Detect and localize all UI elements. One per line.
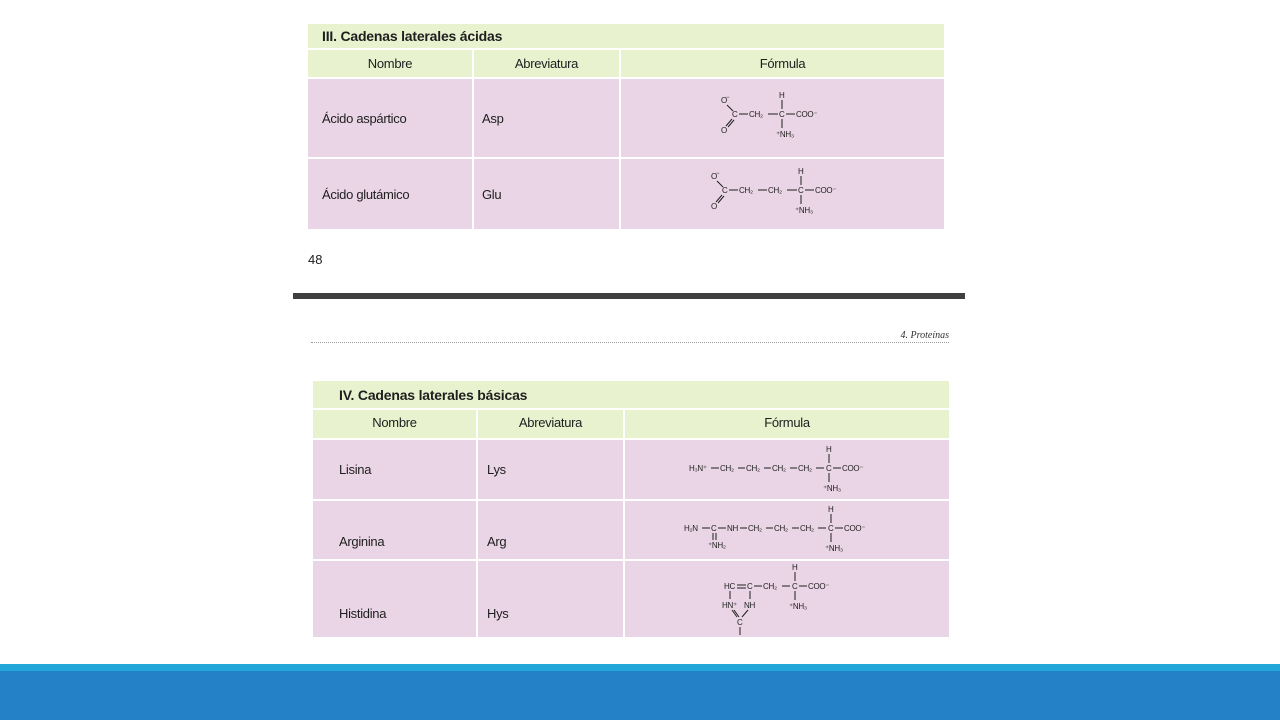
formula-atom: H bbox=[828, 505, 834, 514]
formula-cell bbox=[625, 440, 949, 499]
header-formula: Fórmula bbox=[625, 410, 949, 438]
amino-acid-name: Arginina bbox=[313, 501, 478, 559]
footer-band bbox=[0, 664, 1280, 720]
formula-atom: C bbox=[828, 524, 834, 533]
amino-acid-name: Ácido aspártico bbox=[308, 79, 474, 157]
formula-atom: CH₂ bbox=[767, 186, 782, 195]
formula-atom: CH₂ bbox=[798, 463, 812, 473]
table-row bbox=[308, 77, 944, 157]
page-number: 48 bbox=[308, 252, 323, 267]
formula-atom: ⁺NH₃ bbox=[823, 483, 841, 493]
formula-atom: CH₂ bbox=[738, 186, 753, 195]
section-title: IV. Cadenas laterales básicas bbox=[313, 381, 949, 408]
formula-atom: C bbox=[747, 582, 753, 591]
table-row bbox=[308, 157, 944, 229]
header-name: Nombre bbox=[313, 410, 478, 438]
table-header-row bbox=[313, 408, 949, 438]
amino-acid-abbreviation: Lys bbox=[478, 440, 625, 499]
header-abbreviation: Abreviatura bbox=[474, 50, 621, 77]
formula-cell bbox=[625, 561, 949, 637]
formula-atom: C bbox=[737, 618, 743, 627]
formula-atom: O bbox=[710, 202, 717, 211]
formula-atom: NH bbox=[727, 524, 738, 533]
formula-atom: CH₂ bbox=[748, 110, 763, 119]
formula-atom: O bbox=[710, 172, 717, 181]
formula-atom: C bbox=[797, 186, 803, 195]
amino-acid-name: Ácido glutámico bbox=[308, 159, 474, 229]
table-row bbox=[313, 499, 949, 559]
formula-atom: O bbox=[720, 126, 727, 135]
header-name: Nombre bbox=[308, 50, 474, 77]
svg-text:−: − bbox=[725, 95, 729, 101]
formula-atom: CH₂ bbox=[800, 524, 814, 533]
formula-atom: C bbox=[731, 110, 737, 119]
header-abbreviation: Abreviatura bbox=[478, 410, 625, 438]
formula-atom: C bbox=[778, 110, 784, 119]
section-title: III. Cadenas laterales ácidas bbox=[308, 24, 944, 48]
formula-atom: H bbox=[778, 91, 784, 100]
formula-atom: COO⁻ bbox=[814, 186, 836, 195]
formula-atom: ⁺NH₃ bbox=[775, 130, 794, 139]
formula-cell bbox=[621, 79, 944, 157]
formula-atom: C bbox=[721, 186, 727, 195]
formula-cell bbox=[621, 159, 944, 229]
formula-atom: H bbox=[826, 444, 832, 454]
aspartate-structure bbox=[718, 88, 848, 148]
table-row bbox=[313, 559, 949, 637]
formula-atom: O bbox=[720, 96, 727, 105]
formula-atom: C bbox=[826, 463, 832, 473]
amino-acid-name: Histidina bbox=[313, 561, 478, 637]
formula-atom: CH₂ bbox=[748, 524, 762, 533]
formula-atom: COO⁻ bbox=[844, 524, 866, 533]
formula-atom: C bbox=[711, 524, 717, 533]
amino-acid-name: Lisina bbox=[313, 440, 478, 499]
formula-atom: ⁺NH₃ bbox=[825, 544, 843, 553]
amino-acid-abbreviation: Asp bbox=[474, 79, 621, 157]
formula-atom: H bbox=[797, 167, 803, 176]
formula-atom: HC bbox=[724, 582, 735, 591]
formula-atom: CH₂ bbox=[772, 463, 786, 473]
formula-atom: CH₂ bbox=[763, 582, 777, 591]
glutamate-structure bbox=[708, 165, 858, 223]
formula-atom: CH₂ bbox=[774, 524, 788, 533]
formula-atom: CH₂ bbox=[720, 463, 734, 473]
histidine-structure bbox=[722, 561, 852, 637]
formula-atom: NH bbox=[744, 601, 755, 610]
header-formula: Fórmula bbox=[621, 50, 944, 77]
svg-text:−: − bbox=[715, 171, 719, 177]
amino-acid-abbreviation: Arg bbox=[478, 501, 625, 559]
header-rule bbox=[311, 342, 949, 343]
page-divider bbox=[293, 293, 965, 299]
table-header-row bbox=[308, 48, 944, 77]
formula-atom: HN⁺ bbox=[722, 601, 737, 610]
lysine-structure bbox=[687, 443, 887, 497]
formula-atom: H₂N bbox=[684, 524, 698, 533]
formula-atom: H₃N⁺ bbox=[689, 463, 707, 473]
formula-atom: C bbox=[792, 582, 798, 591]
basic-side-chains-table bbox=[313, 381, 949, 637]
formula-atom: ⁺NH₃ bbox=[794, 206, 813, 215]
acidic-side-chains-table bbox=[308, 24, 944, 229]
amino-acid-abbreviation: Glu bbox=[474, 159, 621, 229]
arginine-structure bbox=[682, 503, 892, 557]
footer-stripe bbox=[0, 664, 1280, 671]
formula-atom: ⁺NH₃ bbox=[789, 602, 807, 611]
chapter-header: 4. Proteínas bbox=[900, 330, 949, 341]
formula-atom: COO⁻ bbox=[808, 582, 830, 591]
formula-atom: ⁺NH₂ bbox=[708, 541, 726, 550]
table-row bbox=[313, 438, 949, 499]
formula-atom: CH₂ bbox=[746, 463, 760, 473]
formula-cell bbox=[625, 501, 949, 559]
formula-atom: COO⁻ bbox=[842, 463, 864, 473]
formula-atom: H bbox=[792, 563, 798, 572]
amino-acid-abbreviation: Hys bbox=[478, 561, 625, 637]
formula-atom: COO⁻ bbox=[795, 110, 817, 119]
